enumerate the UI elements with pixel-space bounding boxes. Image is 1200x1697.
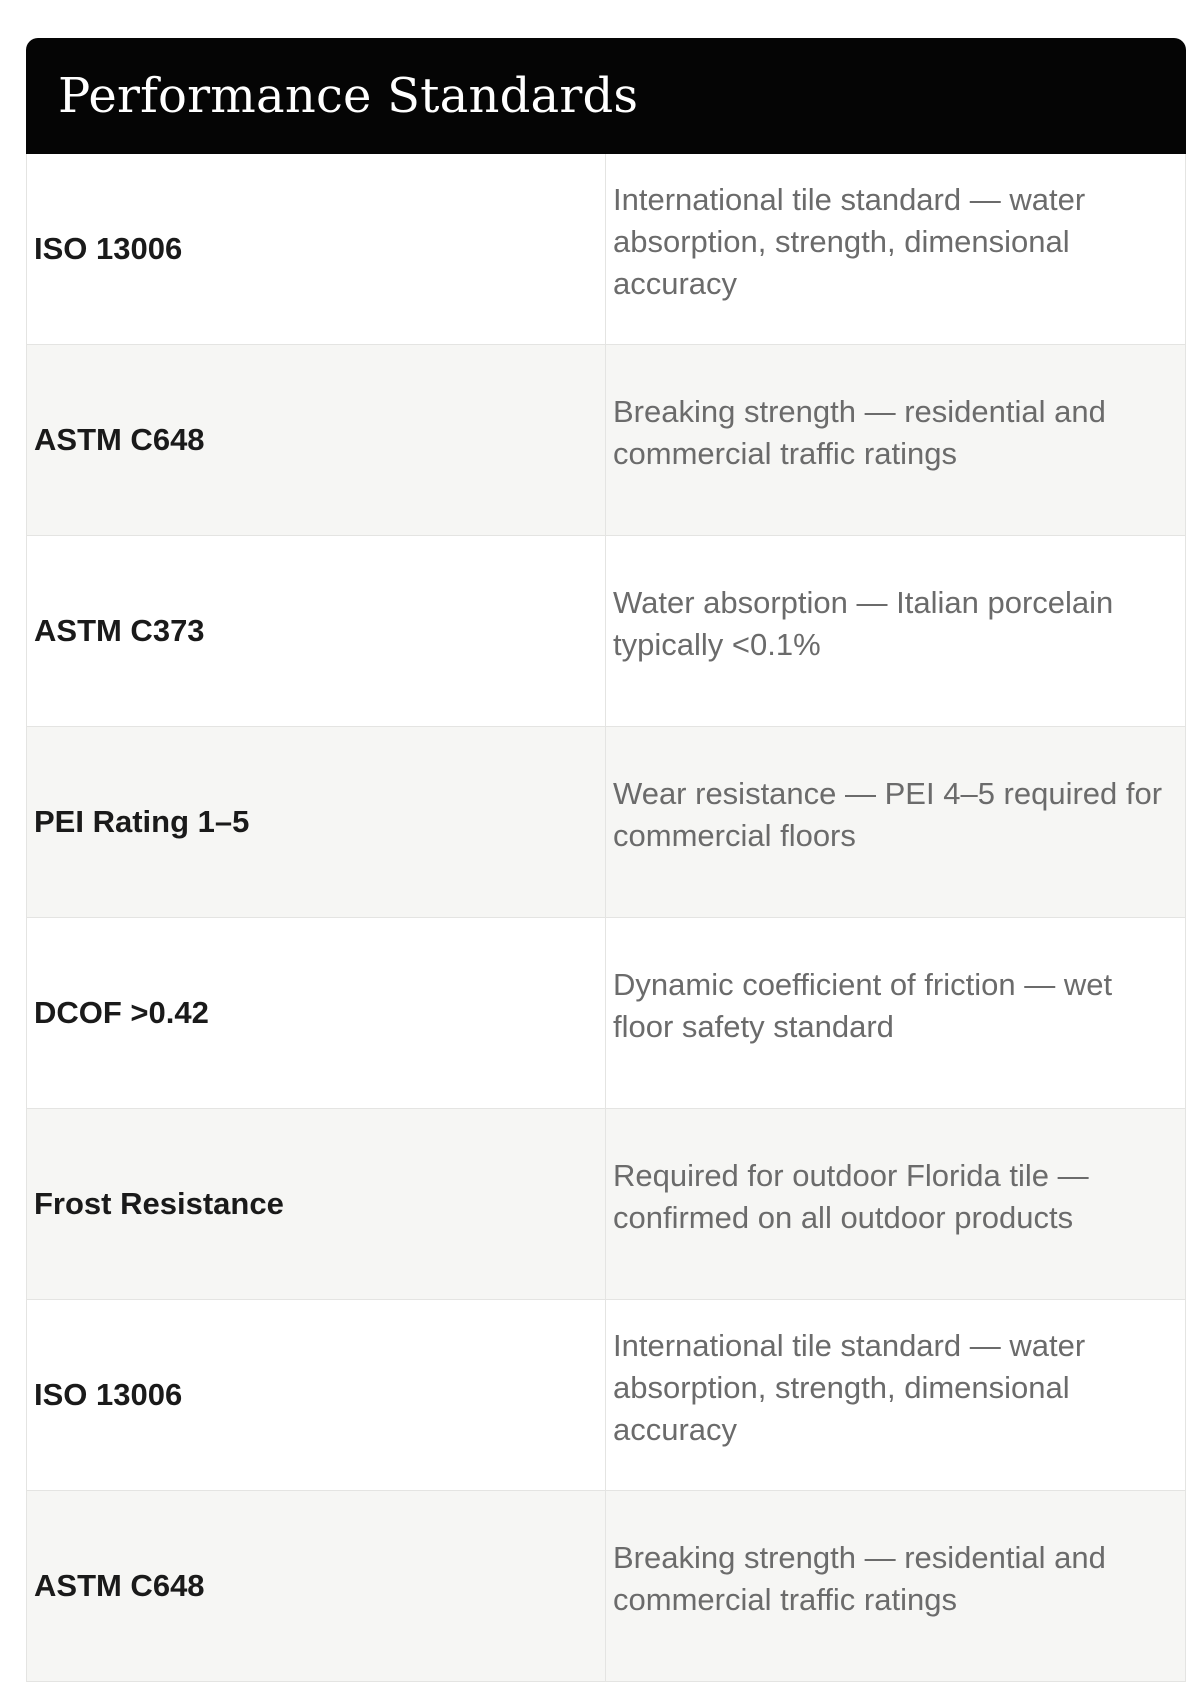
table-row — [26, 727, 1186, 918]
standard-cell: ISO 13006 — [26, 1300, 606, 1490]
table-title: Performance Standards — [58, 68, 639, 124]
standard-cell: ASTM C648 — [26, 345, 606, 535]
description-text: Breaking strength — residential and commercial traffic ratings — [613, 1540, 1106, 1617]
table-row — [26, 918, 1186, 1109]
table-header — [26, 38, 1186, 154]
description-cell — [606, 1491, 1186, 1681]
standard-cell: ISO 13006 — [26, 154, 606, 344]
standard-cell: ASTM C373 — [26, 536, 606, 726]
standard-cell: ASTM C648 — [26, 1491, 606, 1681]
description-cell — [606, 918, 1186, 1108]
description-text: International tile standard — water absorption, strength, dimensional accuracy — [613, 182, 1086, 301]
description-text: Required for outdoor Florida tile — confirmed on all outdoor products — [613, 1158, 1089, 1235]
description-cell — [606, 1300, 1186, 1490]
description-text: Water absorption — Italian porcelain typically <0.1% — [613, 585, 1114, 662]
description-text: Dynamic coefficient of friction — wet floor safety standard — [613, 967, 1113, 1044]
description-text: International tile standard — water absorption, strength, dimensional accuracy — [613, 1328, 1086, 1447]
performance-standards-table — [26, 38, 1186, 1682]
table-row — [26, 1109, 1186, 1300]
description-cell — [606, 1109, 1186, 1299]
description-cell — [606, 727, 1186, 917]
description-cell — [606, 345, 1186, 535]
table-row — [26, 1491, 1186, 1682]
description-text: Breaking strength — residential and commercial traffic ratings — [613, 394, 1106, 471]
standard-cell: Frost Resistance — [26, 1109, 606, 1299]
description-text: Wear resistance — PEI 4–5 required for commercial floors — [613, 776, 1163, 853]
description-cell — [606, 154, 1186, 344]
table-row — [26, 536, 1186, 727]
table-row — [26, 345, 1186, 536]
table-row — [26, 1300, 1186, 1491]
table-row — [26, 154, 1186, 345]
description-cell — [606, 536, 1186, 726]
standard-cell: DCOF >0.42 — [26, 918, 606, 1108]
standard-cell: PEI Rating 1–5 — [26, 727, 606, 917]
